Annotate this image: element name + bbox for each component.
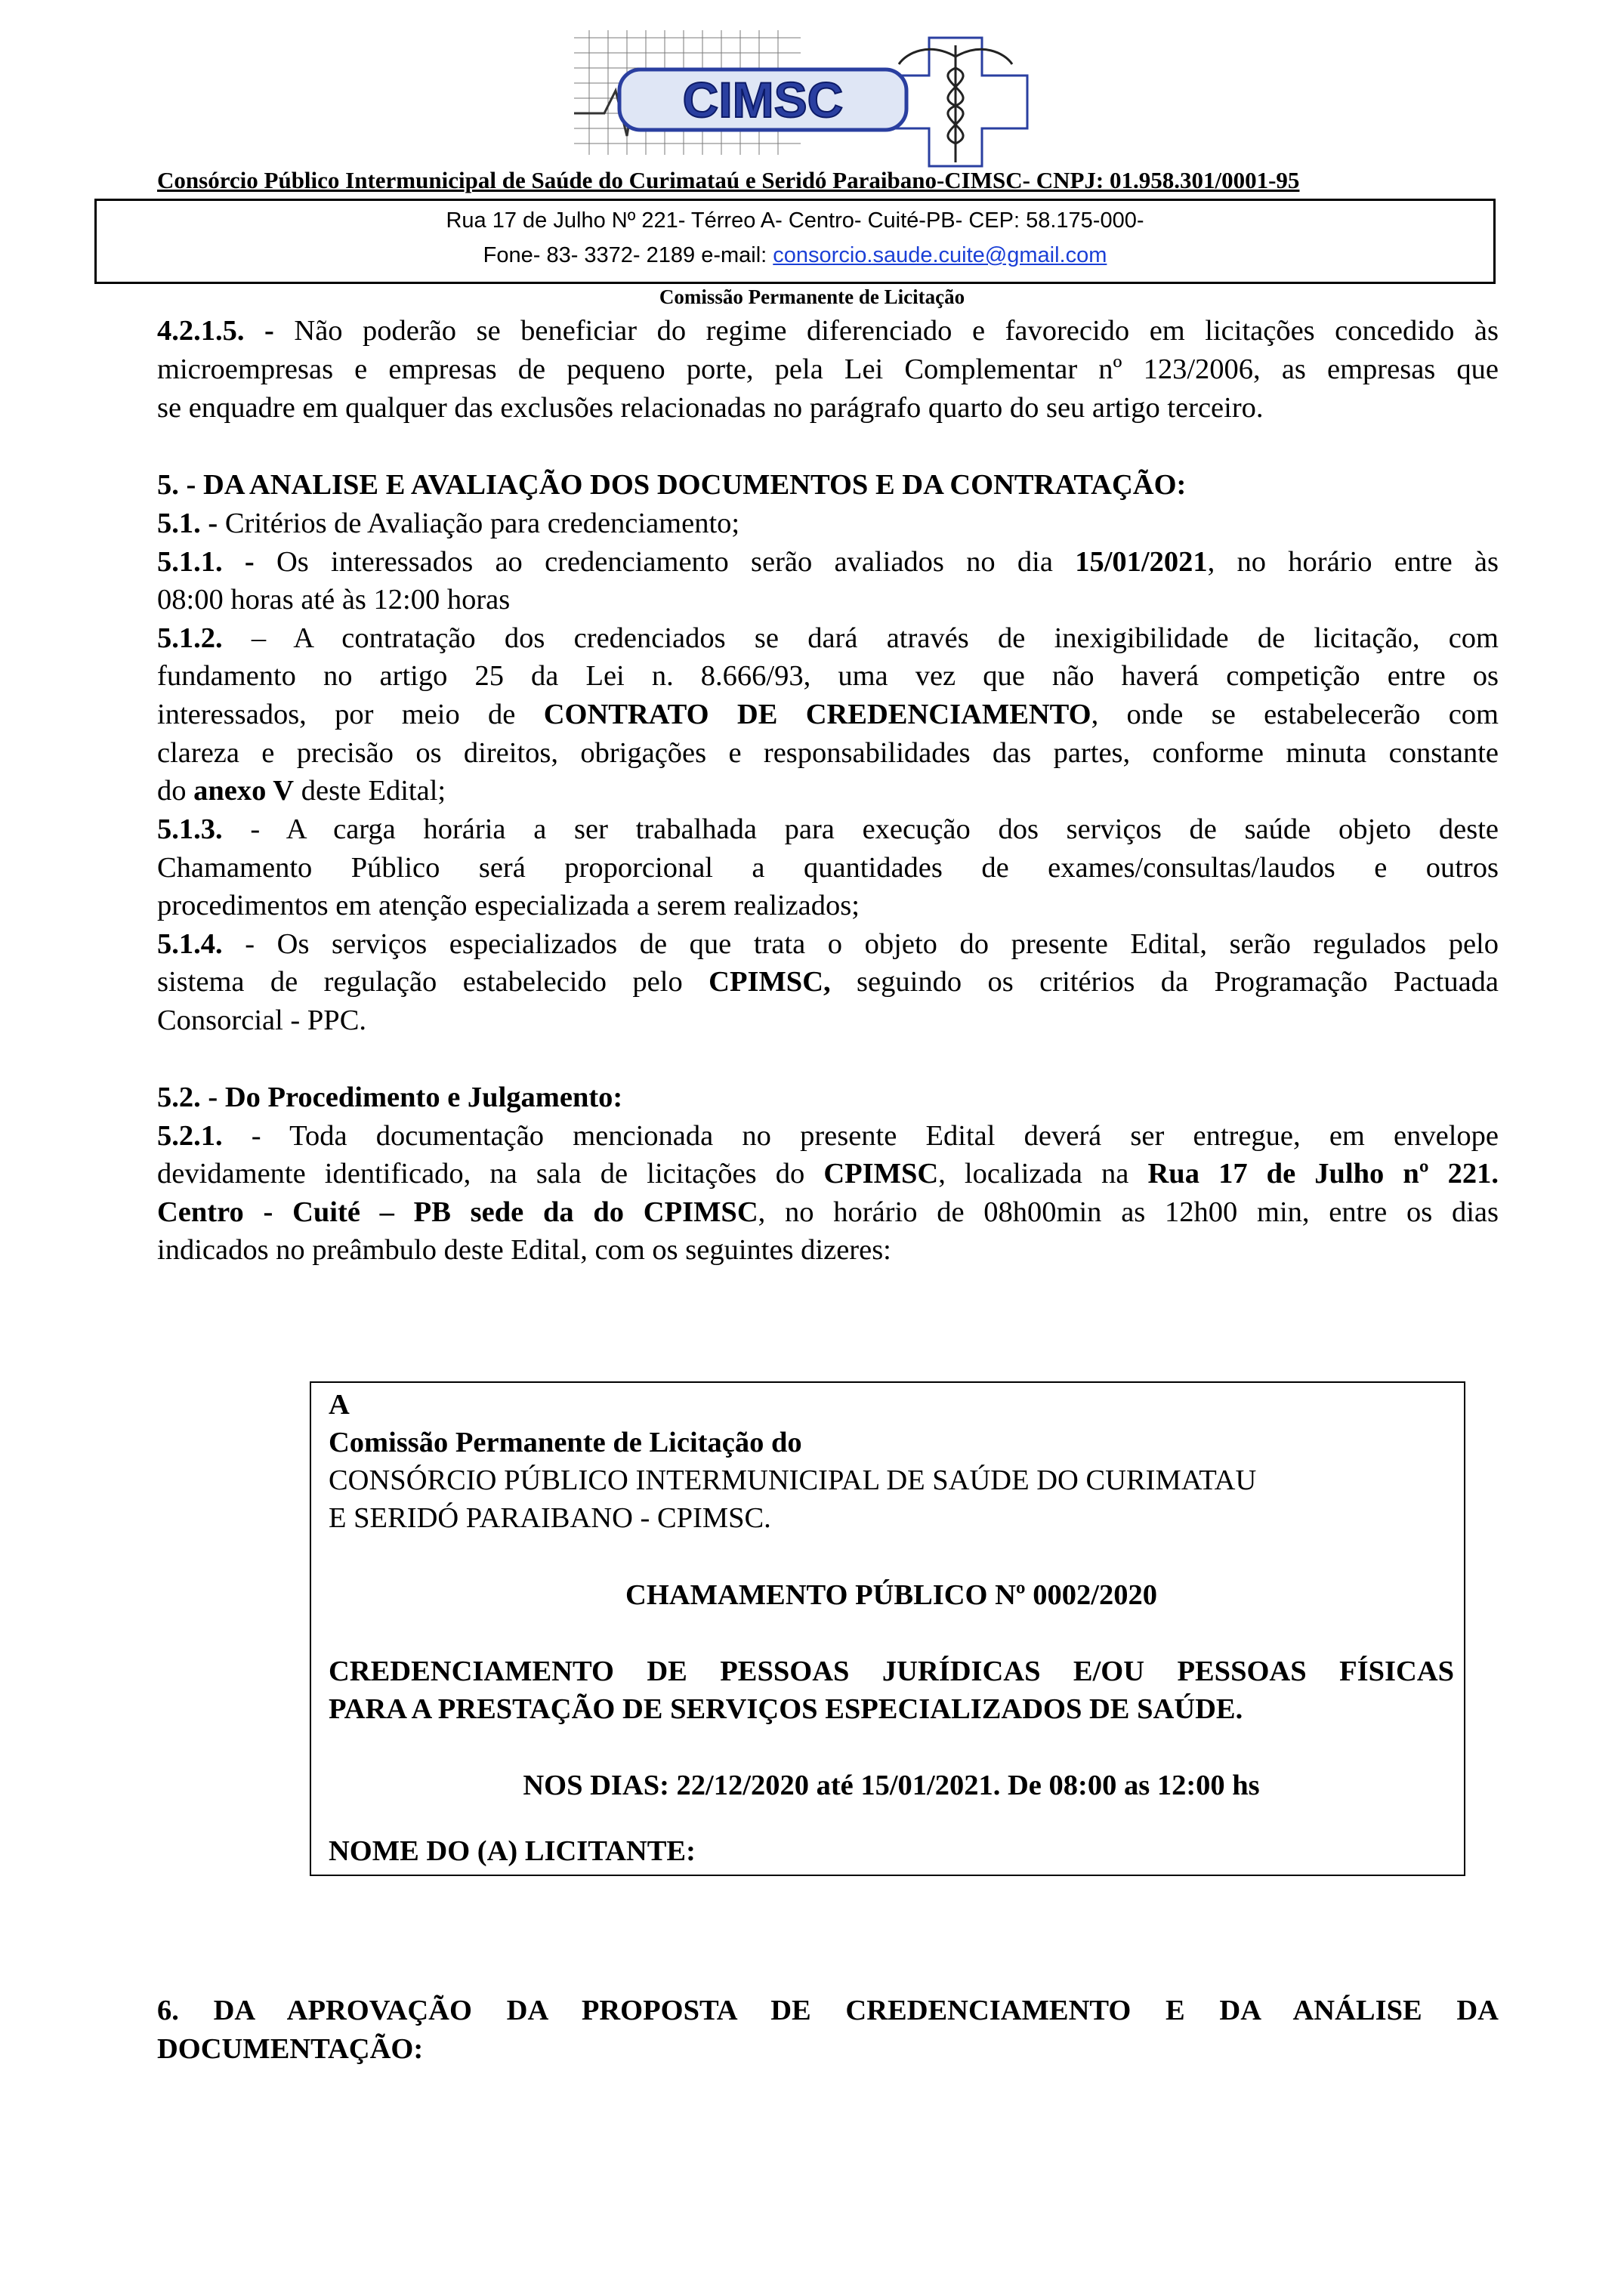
text: Os interessados ao credenciamento serão avaliados no dia: [254, 546, 1076, 578]
date: 15/01/2021: [1075, 546, 1208, 578]
contact-line: [97, 243, 1493, 268]
item-number: 4.2.1.5. -: [157, 315, 274, 347]
paragraph-line: [157, 696, 1499, 733]
item-number: 5.1. -: [157, 508, 218, 539]
text: , no horário entre às: [1207, 546, 1499, 578]
text: sistema de regulação estabelecido pelo: [157, 966, 709, 998]
heading-text: 5. - DA ANALISE E AVALIAÇÃO DOS DOCUMENTOS E DA CONTRATAÇÃO:: [157, 469, 1187, 501]
address-box: [94, 199, 1496, 284]
paragraph-line: [157, 810, 1499, 848]
envelope-line: E SERIDÓ PARAIBANO - CPIMSC.: [329, 1502, 771, 1534]
text: - A carga horária a ser trabalhada para execução dos serviços de saúde objeto deste: [222, 813, 1499, 845]
bold-text: CONTRATO DE CREDENCIAMENTO: [543, 699, 1091, 730]
paragraph-line: microempresas e empresas de pequeno porte, pela Lei Complementar nº 123/2006, as empresas que: [157, 353, 1499, 385]
paragraph-line: [157, 543, 1499, 581]
paragraph-line: se enquadre em qualquer das exclusões relacionadas no parágrafo quarto do seu artigo terceiro.: [157, 392, 1264, 424]
paragraph-line: Chamamento Público será proporcional a quantidades de exames/consultas/laudos e outros: [157, 852, 1499, 884]
paragraph-line: indicados no preâmbulo deste Edital, com os seguintes dizeres:: [157, 1234, 891, 1266]
text: , onde se estabelecerão com: [1091, 699, 1499, 730]
paragraph-line: [157, 1117, 1499, 1155]
heading-text: DOCUMENTAÇÃO:: [157, 2033, 424, 2065]
text: Não poderão se beneficiar do regime diferenciado e favorecido em licitações concedido às: [273, 315, 1499, 347]
heading-text: 6. DA APROVAÇÃO DA PROPOSTA DE CREDENCIAMENTO E DA ANÁLISE DA: [157, 1995, 1499, 2026]
consortium-title: Consórcio Público Intermunicipal de Saúde do Curimataú e Seridó Paraibano-CIMSC- CNPJ: 01.958.301/0001-95: [157, 167, 1300, 193]
item-number: 5.2.1.: [157, 1120, 223, 1152]
envelope-line: Comissão Permanente de Licitação do: [329, 1427, 802, 1458]
envelope-line: CHAMAMENTO PÚBLICO Nº 0002/2020: [625, 1579, 1157, 1611]
paragraph-line: fundamento no artigo 25 da Lei n. 8.666/93, uma vez que não haverá competição entre os: [157, 660, 1499, 692]
text: devidamente identificado, na sala de licitações do: [157, 1158, 824, 1190]
paragraph-line: [157, 1155, 1499, 1193]
text: , localizada na: [938, 1158, 1148, 1190]
text: deste Edital;: [294, 775, 446, 807]
section-heading: [157, 1992, 1499, 2029]
subsection-heading: [157, 1079, 1499, 1116]
text: seguindo os critérios da Programação Pactuada: [830, 966, 1499, 998]
paragraph-line: clareza e precisão os direitos, obrigações e responsabilidades das partes, conforme minuta constante: [157, 737, 1499, 769]
paragraph-line: [157, 963, 1499, 1001]
logo-wordmark: CIMSC: [682, 72, 844, 128]
item-number: 5.1.2.: [157, 622, 223, 654]
item-number: 5.1.1. -: [157, 546, 255, 578]
envelope-line: NOS DIAS: 22/12/2020 até 15/01/2021. De 08:00 as 12:00 hs: [523, 1770, 1260, 1801]
bold-text: CPIMSC,: [709, 966, 831, 998]
text: do: [157, 775, 194, 807]
address-line: Rua 17 de Julho Nº 221- Térreo A- Centro- Cuité-PB- CEP: 58.175-000-: [446, 208, 1144, 233]
paragraph-line: [157, 505, 1499, 542]
phone-text: Fone- 83- 3372- 2189 e-mail:: [483, 243, 773, 267]
paragraph-line: 08:00 horas até às 12:00 horas: [157, 584, 511, 616]
text: - Toda documentação mencionada no presente Edital deverá ser entregue, em envelope: [222, 1120, 1499, 1152]
bold-text: Centro - Cuité – PB sede da do CPIMSC: [157, 1196, 758, 1228]
paragraph-line: [157, 312, 1499, 350]
bold-text: Rua 17 de Julho nº 221.: [1147, 1158, 1499, 1190]
cimsc-logo: [574, 23, 1088, 170]
envelope-label-box: [310, 1381, 1465, 1876]
text: - Os serviços especializados de que trata o objeto do presente Edital, serão regulados pelo: [222, 928, 1499, 960]
text: – A contratação dos credenciados se dará através de inexigibilidade de licitação, com: [222, 622, 1499, 654]
heading-text: 5.2. - Do Procedimento e Julgamento:: [157, 1082, 623, 1113]
envelope-line: PARA A PRESTAÇÃO DE SERVIÇOS ESPECIALIZADOS DE SAÚDE.: [329, 1693, 1243, 1725]
section-heading: [157, 466, 1499, 504]
paragraph-line: [157, 1193, 1499, 1231]
paragraph-line: [157, 619, 1499, 657]
text: interessados, por meio de: [157, 699, 544, 730]
text: Critérios de Avaliação para credenciamento;: [218, 508, 740, 539]
item-number: 5.1.3.: [157, 813, 223, 845]
paragraph-line: Consorcial - PPC.: [157, 1004, 367, 1036]
paragraph-line: procedimentos em atenção especializada a serem realizados;: [157, 890, 860, 921]
paragraph-line: [157, 772, 1499, 810]
commission-title: Comissão Permanente de Licitação: [659, 285, 965, 308]
item-number: 5.1.4.: [157, 928, 223, 960]
envelope-line: CREDENCIAMENTO DE PESSOAS JURÍDICAS E/OU PESSOAS FÍSICAS: [329, 1656, 1454, 1687]
email-link[interactable]: consorcio.saude.cuite@gmail.com: [773, 243, 1107, 267]
text: , no horário de 08h00min as 12h00 min, entre os dias: [758, 1196, 1499, 1228]
envelope-line: NOME DO (A) LICITANTE:: [329, 1835, 696, 1867]
section-heading: [157, 2030, 1499, 2068]
bold-text: CPIMSC: [823, 1158, 939, 1190]
envelope-line: CONSÓRCIO PÚBLICO INTERMUNICIPAL DE SAÚDE DO CURIMATAU: [329, 1464, 1257, 1496]
envelope-line: A: [329, 1389, 350, 1421]
bold-text: anexo V: [193, 775, 295, 807]
paragraph-line: [157, 925, 1499, 963]
